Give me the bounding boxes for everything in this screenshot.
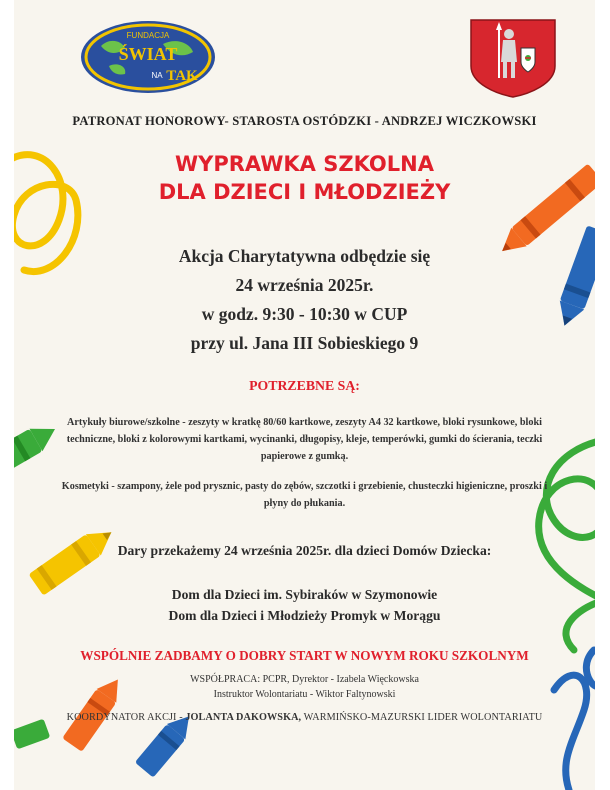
event-date: 24 września 2025r. [235, 275, 374, 295]
title-line-2: DLA DZIECI I MŁODZIEŻY [158, 180, 451, 204]
coordinator-name: JOLANTA DAKOWSKA, [185, 712, 302, 723]
coat-of-arms-icon [469, 18, 557, 98]
event-line-1: Akcja Charytatywna odbędzie się [178, 246, 431, 266]
donation-home-1: Dom dla Dzieci im. Sybiraków w Szymonowie [171, 587, 438, 602]
slogan: WSPÓLNIE ZADBAMY O DOBRY START W NOWYM ROKU SZKOLNYM [80, 648, 529, 663]
title-line-1: WYPRAWKA SZKOLNA [175, 152, 434, 176]
coordinator-suffix: WARMIŃSKO-MAZURSKI LIDER WOLONTARIATU [301, 712, 543, 723]
donation-home-2: Dom dla Dzieci i Młodzieży Promyk w Morągu [168, 608, 441, 623]
green-crayon-bottom-icon [14, 719, 50, 750]
logo-text-fundacja: FUNDACJA [126, 31, 170, 40]
event-time: w godz. 9:30 - 10:30 w CUP [201, 304, 408, 324]
coordinator-line [14, 712, 595, 723]
patron-line: PATRONAT HONOROWY- STAROSTA OSTÓDZKI - ANDRZEJ WICZKOWSKI [72, 114, 537, 128]
logo-text-na: NA [151, 71, 163, 80]
event-address: przy ul. Jana III Sobieskiego 9 [190, 333, 419, 353]
needs-cosmetics: Kosmetyki - szampony, żele pod prysznic, pasty do zębów, szczotki i grzebienie, chusteczki higieniczne, proszki i płyny do płukania. [61, 481, 548, 509]
needs-school-supplies: Artykuły biurowe/szkolne - zeszyty w kratkę 80/60 kartkowe, zeszyty A4 32 kartkowe, bloki rysunkowe, bloki techniczne, bloki z kolorowymi kartkami, wycinanki, długopisy, kleje, temperówki, gumki do ścierania, teczki papierowe z gumką. [66, 417, 543, 462]
donation-intro: Dary przekażemy 24 września 2025r. dla dzieci Domów Dziecka: [117, 543, 492, 558]
logo-text-tak: TAK [166, 68, 198, 84]
logo-text-swiat: ŚWIAT [118, 44, 178, 64]
cooperation-line-2: Instruktor Wolontariatu - Wiktor Faltynowski [213, 689, 396, 700]
coordinator-prefix: KOORDYNATOR AKCJI - [66, 712, 186, 723]
foundation-logo [79, 18, 217, 96]
cooperation-line-1: WSPÓŁPRACA: PCPR, Dyrektor - Izabela Więckowska [190, 674, 419, 685]
needs-heading: POTRZEBNE SĄ: [249, 378, 360, 393]
poster [14, 0, 595, 790]
